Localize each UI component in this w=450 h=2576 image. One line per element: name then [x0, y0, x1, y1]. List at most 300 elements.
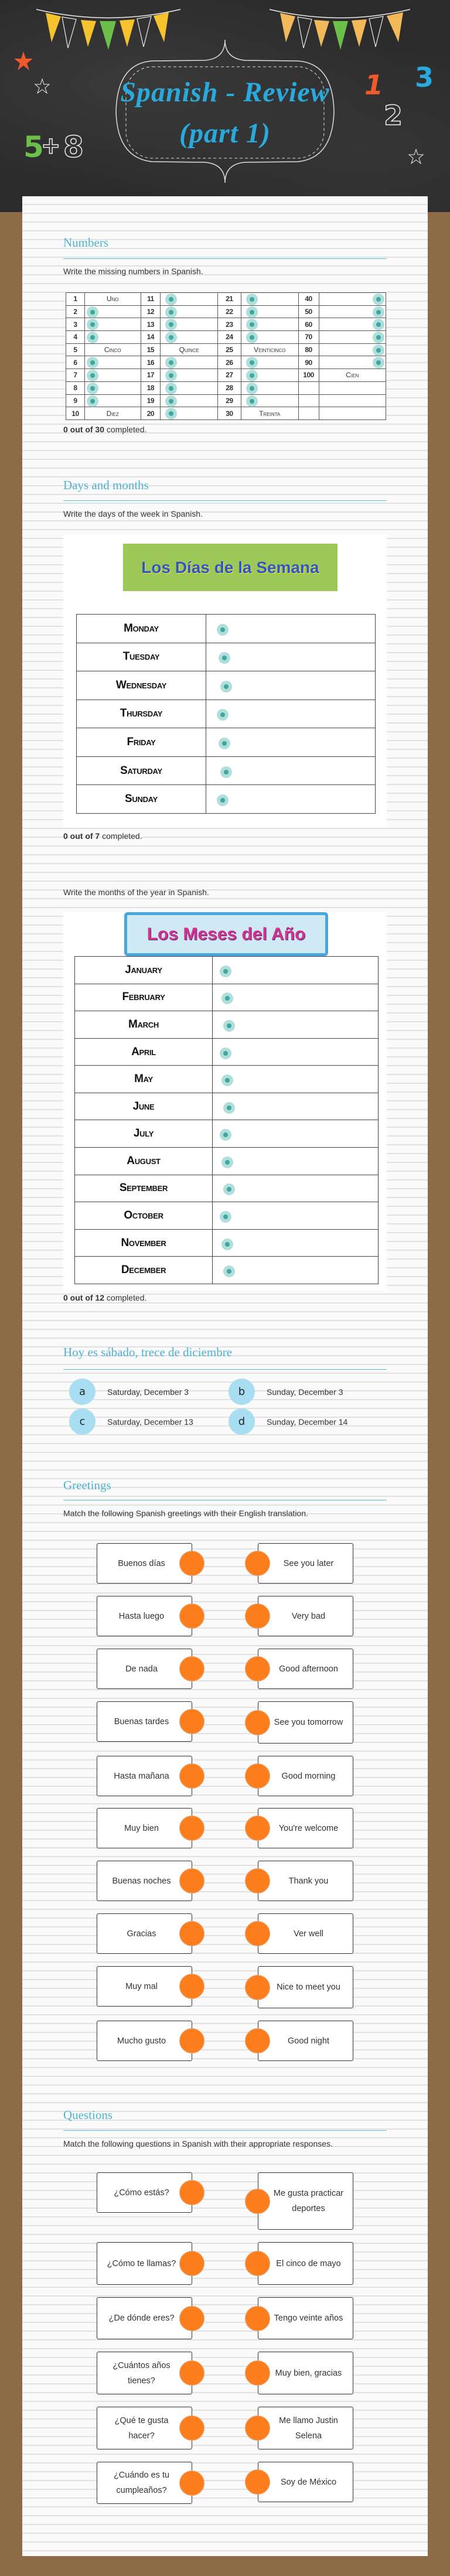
number-cell: 7 — [66, 369, 85, 382]
decor-three: 3 — [415, 62, 434, 93]
number-cell — [298, 381, 319, 394]
match-connector-dot[interactable] — [245, 2360, 270, 2386]
match-connector-dot[interactable] — [179, 1656, 204, 1681]
match-connector-dot[interactable] — [245, 1816, 270, 1841]
answer-input[interactable] — [84, 381, 141, 394]
match-right-text: Good night — [288, 2036, 329, 2046]
answer-input[interactable] — [161, 318, 218, 331]
match-right-text: Good morning — [281, 1771, 336, 1781]
match-connector-dot[interactable] — [179, 1921, 204, 1946]
answer-input[interactable] — [161, 331, 218, 344]
number-cell: 4 — [66, 331, 85, 344]
number-cell: 22 — [218, 305, 241, 318]
word-cell: Uno — [84, 293, 141, 306]
match-right-item[interactable] — [258, 2242, 353, 2285]
match-right-text: Good afternoon — [279, 1664, 338, 1674]
match-left-text: Mucho gusto — [117, 2036, 166, 2046]
number-cell: 60 — [298, 318, 319, 331]
input-dot-icon[interactable] — [223, 1020, 235, 1032]
input-dot-icon[interactable] — [373, 344, 384, 356]
english-label: July — [75, 1120, 213, 1148]
months-instruction: Write the months of the year in Spanish. — [63, 888, 209, 897]
input-dot-icon[interactable] — [220, 965, 231, 977]
answer-input[interactable] — [319, 305, 386, 318]
word-cell — [319, 381, 386, 394]
frame-icon — [116, 40, 334, 183]
table-row — [75, 957, 379, 984]
greetings-instruction: Match the following Spanish greetings with their English translation. — [63, 1509, 308, 1518]
input-dot-icon[interactable] — [220, 1129, 231, 1141]
match-connector-dot[interactable] — [245, 2306, 270, 2331]
number-cell: 15 — [141, 343, 161, 356]
match-connector-dot[interactable] — [245, 2469, 270, 2495]
match-left-item[interactable] — [97, 1861, 192, 1901]
match-left-item[interactable] — [97, 1913, 192, 1954]
input-dot-icon[interactable] — [165, 294, 177, 305]
match-left-text: ¿De dónde eres? — [108, 2314, 175, 2323]
answer-input[interactable] — [84, 369, 141, 382]
number-cell: 5 — [66, 343, 85, 356]
english-label: Thursday — [77, 700, 206, 728]
input-dot-icon[interactable] — [246, 306, 258, 318]
number-cell: 23 — [218, 318, 241, 331]
input-dot-icon[interactable] — [217, 794, 229, 806]
input-dot-icon[interactable] — [246, 395, 258, 407]
match-connector-dot[interactable] — [245, 1868, 270, 1893]
answer-option[interactable] — [229, 1408, 347, 1435]
match-right-text: Thank you — [288, 1876, 329, 1886]
input-dot-icon[interactable] — [87, 383, 98, 394]
match-right-item[interactable] — [258, 2352, 353, 2394]
match-left-text: ¿Cuántos años tienes? — [112, 2360, 171, 2386]
table-row — [66, 331, 386, 344]
star-outline-icon — [409, 149, 423, 163]
match-connector-dot[interactable] — [245, 1551, 270, 1576]
answer-input[interactable] — [161, 293, 218, 306]
answer-input[interactable] — [161, 305, 218, 318]
match-left-item[interactable] — [97, 1543, 192, 1584]
input-dot-icon[interactable] — [220, 1048, 231, 1059]
answer-input[interactable] — [319, 318, 386, 331]
number-cell: 3 — [66, 318, 85, 331]
match-connector-dot[interactable] — [245, 2028, 270, 2053]
answer-input[interactable] — [206, 671, 376, 700]
number-cell — [298, 407, 319, 420]
answer-input[interactable] — [241, 318, 298, 331]
english-label: Wednesday — [77, 671, 206, 700]
number-cell: 1 — [66, 293, 85, 306]
months-banner: Los Meses del Año — [124, 912, 328, 956]
table-row — [75, 1120, 379, 1148]
table-row — [77, 615, 376, 643]
input-dot-icon[interactable] — [221, 1238, 233, 1250]
match-left-item[interactable] — [97, 2297, 192, 2339]
word-cell: Cien — [319, 369, 386, 382]
match-left-text: Muy mal — [125, 1981, 158, 1991]
match-connector-dot[interactable] — [179, 2180, 204, 2205]
english-label: April — [75, 1038, 213, 1066]
input-dot-icon[interactable] — [219, 652, 230, 664]
days-banner: Los Días de la Semana — [123, 544, 338, 591]
answer-input[interactable] — [213, 1257, 379, 1284]
match-right-item[interactable] — [258, 1913, 353, 1954]
match-left-text: ¿Cómo estás? — [114, 2188, 169, 2198]
word-cell — [319, 394, 386, 407]
decor-plus: + — [41, 132, 61, 159]
days-instruction: Write the days of the week in Spanish. — [63, 509, 203, 518]
input-dot-icon[interactable] — [373, 357, 384, 369]
number-cell: 30 — [218, 407, 241, 420]
match-right-item[interactable] — [258, 2297, 353, 2339]
input-dot-icon[interactable] — [246, 319, 258, 330]
answer-input[interactable] — [241, 331, 298, 344]
match-connector-dot[interactable] — [245, 1921, 270, 1946]
input-dot-icon[interactable] — [223, 1183, 235, 1195]
input-dot-icon[interactable] — [246, 294, 258, 305]
number-cell: 2 — [66, 305, 85, 318]
answer-input[interactable] — [206, 615, 376, 643]
table-row — [66, 293, 386, 306]
match-right-item[interactable] — [258, 2021, 353, 2061]
answer-input[interactable] — [161, 407, 218, 420]
word-cell: Veinticinco — [241, 343, 298, 356]
match-left-item[interactable] — [97, 2021, 192, 2061]
answer-input[interactable] — [206, 785, 376, 814]
match-right-item[interactable] — [258, 1861, 353, 1901]
answer-input[interactable] — [213, 1011, 379, 1039]
answer-input[interactable] — [213, 984, 379, 1011]
match-right-text: See you tomorrow — [274, 1718, 343, 1727]
table-row — [77, 671, 376, 700]
match-left-text: Hasta luego — [118, 1611, 165, 1621]
input-dot-icon[interactable] — [221, 992, 233, 1004]
star-orange-icon — [14, 52, 33, 70]
number-cell: 14 — [141, 331, 161, 344]
input-dot-icon[interactable] — [165, 408, 177, 419]
match-right-item[interactable] — [258, 1808, 353, 1848]
answer-input[interactable] — [319, 331, 386, 344]
match-right-item[interactable] — [258, 2407, 353, 2449]
match-left-text: De nada — [125, 1664, 158, 1674]
match-right-item[interactable] — [258, 2462, 353, 2502]
number-cell: 18 — [141, 381, 161, 394]
answer-input[interactable] — [241, 381, 298, 394]
number-cell: 13 — [141, 318, 161, 331]
english-label: October — [75, 1202, 213, 1230]
word-cell: Treinta — [241, 407, 298, 420]
input-dot-icon[interactable] — [373, 332, 384, 343]
page-title-line2: (part 1) — [179, 118, 271, 149]
decor-five: 5 — [23, 130, 44, 164]
match-connector-dot[interactable] — [245, 2189, 270, 2214]
divider — [63, 1369, 387, 1370]
match-connector-dot[interactable] — [245, 1763, 270, 1789]
match-connector-dot[interactable] — [245, 1656, 270, 1681]
input-dot-icon[interactable] — [221, 1074, 233, 1086]
answer-input[interactable] — [206, 728, 376, 757]
match-left-item[interactable] — [97, 2407, 192, 2449]
input-dot-icon[interactable] — [220, 766, 232, 778]
table-row — [75, 1148, 379, 1175]
match-connector-dot[interactable] — [179, 2028, 204, 2053]
match-left-item[interactable] — [97, 1756, 192, 1796]
days-progress — [63, 831, 142, 841]
section-title-today: Hoy es sábado, trece de diciembre — [63, 1345, 233, 1359]
match-connector-dot[interactable] — [179, 1868, 204, 1893]
number-cell: 29 — [218, 394, 241, 407]
answer-option[interactable] — [229, 1379, 343, 1405]
table-row — [77, 756, 376, 785]
answer-input[interactable] — [319, 356, 386, 369]
input-dot-icon[interactable] — [87, 306, 98, 318]
input-dot-icon[interactable] — [165, 395, 177, 407]
number-cell: 8 — [66, 381, 85, 394]
table-row — [75, 1011, 379, 1039]
input-dot-icon[interactable] — [246, 332, 258, 343]
match-connector-dot[interactable] — [245, 2251, 270, 2276]
input-dot-icon[interactable] — [246, 357, 258, 369]
english-label: December — [75, 1257, 213, 1284]
input-dot-icon[interactable] — [165, 306, 177, 318]
chalkboard-header — [0, 0, 450, 212]
input-dot-icon[interactable] — [373, 319, 384, 330]
english-label: Friday — [77, 728, 206, 757]
english-label: Saturday — [77, 756, 206, 785]
match-left-item[interactable] — [97, 2242, 192, 2285]
table-row — [75, 1038, 379, 1066]
answer-input[interactable] — [84, 394, 141, 407]
match-connector-dot[interactable] — [179, 1816, 204, 1841]
match-left-item[interactable] — [97, 2462, 192, 2504]
input-dot-icon[interactable] — [87, 357, 98, 369]
answer-input[interactable] — [319, 343, 386, 356]
decor-eight: 8 — [63, 130, 84, 164]
progress-count: 0 out of 12 — [63, 1293, 105, 1302]
table-row — [77, 700, 376, 728]
match-right-item[interactable] — [258, 2172, 353, 2230]
match-right-item[interactable] — [258, 1966, 353, 2008]
table-row — [66, 318, 386, 331]
match-connector-dot[interactable] — [179, 1974, 204, 1999]
match-connector-dot[interactable] — [179, 1763, 204, 1789]
match-connector-dot[interactable] — [245, 2415, 270, 2441]
table-row — [75, 1093, 379, 1120]
match-connector-dot[interactable] — [245, 1975, 270, 2000]
answer-input[interactable] — [161, 369, 218, 382]
decor-one: 1 — [364, 69, 384, 101]
match-left-text: Gracias — [127, 1929, 156, 1939]
match-connector-dot[interactable] — [179, 2360, 204, 2386]
match-left-item[interactable] — [97, 2352, 192, 2394]
answer-input[interactable] — [213, 1202, 379, 1230]
answer-input[interactable] — [84, 305, 141, 318]
match-right-text: You're welcome — [278, 1823, 339, 1833]
input-dot-icon[interactable] — [220, 681, 232, 692]
progress-count: 0 out of 7 — [63, 831, 100, 841]
table-row — [66, 394, 386, 407]
number-cell: 12 — [141, 305, 161, 318]
answer-input[interactable] — [206, 700, 376, 728]
answer-option[interactable] — [69, 1379, 189, 1405]
match-right-text: Ver well — [294, 1929, 323, 1939]
option-text: Saturday, December 3 — [107, 1387, 189, 1397]
option-text: Sunday, December 14 — [267, 1417, 348, 1427]
answer-input[interactable] — [241, 394, 298, 407]
option-letter-badge: c — [69, 1408, 96, 1435]
match-connector-dot[interactable] — [179, 2415, 204, 2441]
answer-input[interactable] — [213, 1066, 379, 1093]
english-label: February — [75, 984, 213, 1011]
months-progress — [63, 1293, 146, 1302]
table-row — [75, 1257, 379, 1284]
match-right-text: Soy de México — [280, 2477, 337, 2487]
match-right-text: Very bad — [291, 1611, 326, 1621]
number-cell: 27 — [218, 369, 241, 382]
table-row — [66, 407, 386, 420]
number-cell: 21 — [218, 293, 241, 306]
answer-input[interactable] — [161, 356, 218, 369]
match-left-text: Buenas tardes — [114, 1717, 169, 1727]
input-dot-icon[interactable] — [87, 395, 98, 407]
option-letter-badge: b — [229, 1379, 255, 1405]
answer-input[interactable] — [241, 305, 298, 318]
match-connector-dot[interactable] — [179, 2251, 204, 2276]
answer-input[interactable] — [84, 356, 141, 369]
answer-input[interactable] — [213, 1038, 379, 1066]
number-cell: 6 — [66, 356, 85, 369]
input-dot-icon[interactable] — [217, 709, 229, 721]
word-cell: Quince — [161, 343, 218, 356]
match-left-item[interactable] — [97, 1596, 192, 1636]
english-label: May — [75, 1066, 213, 1093]
match-left-item[interactable] — [97, 1649, 192, 1689]
divider — [63, 258, 387, 259]
match-connector-dot[interactable] — [179, 1709, 204, 1734]
match-connector-dot[interactable] — [245, 1603, 270, 1629]
match-right-text: El cinco de mayo — [276, 2258, 341, 2268]
number-cell: 80 — [298, 343, 319, 356]
match-right-item[interactable] — [258, 1756, 353, 1796]
input-dot-icon[interactable] — [220, 1211, 231, 1223]
input-dot-icon[interactable] — [87, 370, 98, 381]
input-dot-icon[interactable] — [165, 383, 177, 394]
match-right-text: Tengo veinte años — [274, 2314, 343, 2323]
input-dot-icon[interactable] — [246, 370, 258, 381]
answer-option[interactable] — [69, 1408, 193, 1435]
input-dot-icon[interactable] — [246, 383, 258, 394]
table-row — [66, 343, 386, 356]
answer-input[interactable] — [161, 394, 218, 407]
match-left-text: ¿Cómo te llamas? — [107, 2258, 176, 2268]
match-right-item[interactable] — [258, 1543, 353, 1584]
input-dot-icon[interactable] — [165, 332, 177, 343]
match-left-item[interactable] — [97, 2172, 192, 2213]
match-right-text: Muy bien, gracias — [275, 2368, 342, 2378]
decor-two: 2 — [384, 100, 403, 131]
answer-input[interactable] — [161, 381, 218, 394]
answer-input[interactable] — [213, 1120, 379, 1148]
answer-input[interactable] — [241, 369, 298, 382]
match-connector-dot[interactable] — [179, 2471, 204, 2496]
number-cell: 28 — [218, 381, 241, 394]
input-dot-icon[interactable] — [373, 306, 384, 318]
input-dot-icon[interactable] — [87, 319, 98, 330]
input-dot-icon[interactable] — [165, 319, 177, 330]
answer-input[interactable] — [84, 318, 141, 331]
answer-input[interactable] — [319, 293, 386, 306]
answer-input[interactable] — [241, 356, 298, 369]
answer-input[interactable] — [206, 643, 376, 671]
word-cell: Cinco — [84, 343, 141, 356]
match-left-text: ¿Qué te gusta hacer? — [114, 2415, 169, 2441]
table-row — [66, 305, 386, 318]
answer-input[interactable] — [213, 957, 379, 984]
input-dot-icon[interactable] — [87, 332, 98, 343]
number-cell: 19 — [141, 394, 161, 407]
number-cell: 90 — [298, 356, 319, 369]
input-dot-icon[interactable] — [165, 370, 177, 381]
english-label: January — [75, 957, 213, 984]
answer-input[interactable] — [206, 756, 376, 785]
input-dot-icon[interactable] — [373, 294, 384, 305]
match-connector-dot[interactable] — [179, 2306, 204, 2331]
number-cell: 26 — [218, 356, 241, 369]
match-connector-dot[interactable] — [179, 1551, 204, 1576]
input-dot-icon[interactable] — [223, 1102, 235, 1114]
english-label: March — [75, 1011, 213, 1039]
input-dot-icon[interactable] — [219, 738, 230, 749]
match-connector-dot[interactable] — [245, 1710, 270, 1735]
match-right-text: Me llamo Justin Selena — [279, 2415, 338, 2441]
input-dot-icon[interactable] — [221, 1156, 233, 1168]
months-table — [74, 956, 379, 1284]
english-label: September — [75, 1175, 213, 1202]
answer-input[interactable] — [213, 1229, 379, 1257]
option-letter-badge: d — [229, 1408, 255, 1435]
table-row — [75, 1175, 379, 1202]
match-left-item[interactable] — [97, 1966, 192, 2007]
match-left-item[interactable] — [97, 1808, 192, 1848]
answer-input[interactable] — [84, 331, 141, 344]
match-connector-dot[interactable] — [179, 1603, 204, 1629]
bunting-left-icon — [36, 9, 180, 50]
match-left-item[interactable] — [97, 1701, 192, 1742]
divider — [63, 2130, 387, 2131]
table-row — [77, 785, 376, 814]
answer-input[interactable] — [241, 293, 298, 306]
table-row — [75, 1066, 379, 1093]
input-dot-icon[interactable] — [223, 1265, 235, 1277]
input-dot-icon[interactable] — [217, 624, 229, 636]
answer-input[interactable] — [213, 1093, 379, 1120]
number-cell: 70 — [298, 331, 319, 344]
table-row — [75, 1202, 379, 1230]
answer-input[interactable] — [213, 1175, 379, 1202]
match-right-item[interactable] — [258, 1649, 353, 1689]
match-left-text: Buenas noches — [112, 1876, 171, 1886]
progress-label: completed. — [104, 1293, 147, 1302]
number-cell: 25 — [218, 343, 241, 356]
number-cell: 40 — [298, 293, 319, 306]
table-row — [66, 381, 386, 394]
input-dot-icon[interactable] — [165, 357, 177, 369]
match-right-item[interactable] — [258, 1596, 353, 1636]
answer-input[interactable] — [213, 1148, 379, 1175]
option-text: Saturday, December 13 — [107, 1417, 193, 1427]
match-right-item[interactable] — [258, 1701, 353, 1744]
number-cell: 9 — [66, 394, 85, 407]
section-title-greetings: Greetings — [63, 1478, 111, 1492]
